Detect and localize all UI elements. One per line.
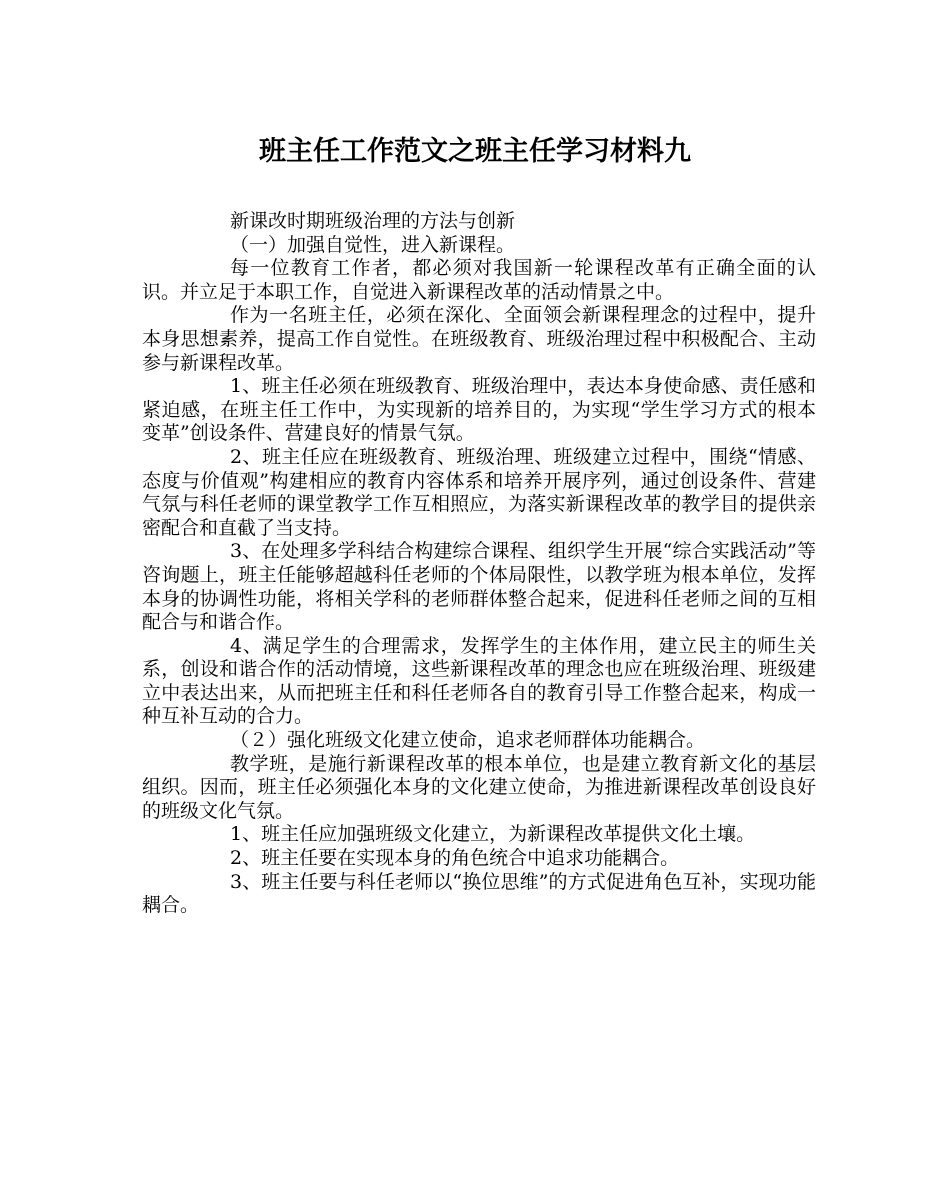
paragraph-item-1: 1、班主任必须在班级教育、班级治理中，表达本身使命感、责任感和紧迫感，在班主任工作中，为实现新的培养目的，为实现“学生学习方式的根本变革”创设条件、营建良好的情景气氛。: [142, 375, 816, 445]
paragraph-item-1: 1、班主任应加强班级文化建立，为新课程改革提供文化土壤。: [230, 823, 756, 846]
paragraph-item-3: 3、在处理多学科结合构建综合课程、组织学生开展“综合实践活动”等咨询题上，班主任能够超越科任老师的个体局限性，以教学班为根本单位，发挥本身的协调性功能，将相关学科的老师群体整合起来，促进科任老师之间的互相配合与和谐合作。: [142, 540, 816, 634]
paragraph: 每一位教育工作者，都必须对我国新一轮课程改革有正确全面的认识。并立足于本职工作，自觉进入新课程改革的活动情景之中。: [142, 257, 816, 303]
paragraph: 教学班，是施行新课程改革的根本单位，也是建立教育新文化的基层组织。因而，班主任必须强化本身的文化建立使命，为推进新课程改革创设良好的班级文化气氛。: [142, 752, 816, 822]
paragraph-item-4: 4、满足学生的合理需求，发挥学生的主体作用，建立民主的师生关系，创设和谐合作的活动情境，这些新课程改革的理念也应在班级治理、班级建立中表达出来，从而把班主任和科任老师各自的教育引导工作整合起来，构成一种互补互动的合力。: [142, 634, 816, 728]
paragraph-section-1-heading: （一）加强自觉性，进入新课程。: [230, 233, 516, 256]
document-body: [142, 210, 816, 918]
paragraph-section-2-heading: （２）强化班级文化建立使命，追求老师群体功能耦合。: [230, 729, 706, 752]
paragraph-item-2: 2、班主任要在实现本身的角色统合中追求功能耦合。: [230, 847, 680, 870]
paragraph: 作为一名班主任，必须在深化、全面领会新课程理念的过程中，提升本身思想素养，提高工作自觉性。在班级教育、班级治理过程中积极配合、主动参与新课程改革。: [142, 304, 816, 374]
paragraph-subtitle: 新课改时期班级治理的方法与创新: [230, 210, 516, 232]
paragraph-item-2: 2、班主任应在班级教育、班级治理、班级建立过程中，围绕“情感、态度与价值观”构建相应的教育内容体系和培养开展序列，通过创设条件、营建气氛与科任老师的课堂教学工作互相照应，为落实新课程改革的教学目的提供亲密配合和直截了当支持。: [142, 445, 816, 539]
document-title: 班主任工作范文之班主任学习材料九: [259, 136, 691, 167]
paragraph-item-3: 3、班主任要与科任老师以“换位思维”的方式促进角色互补，实现功能耦合。: [142, 870, 816, 917]
